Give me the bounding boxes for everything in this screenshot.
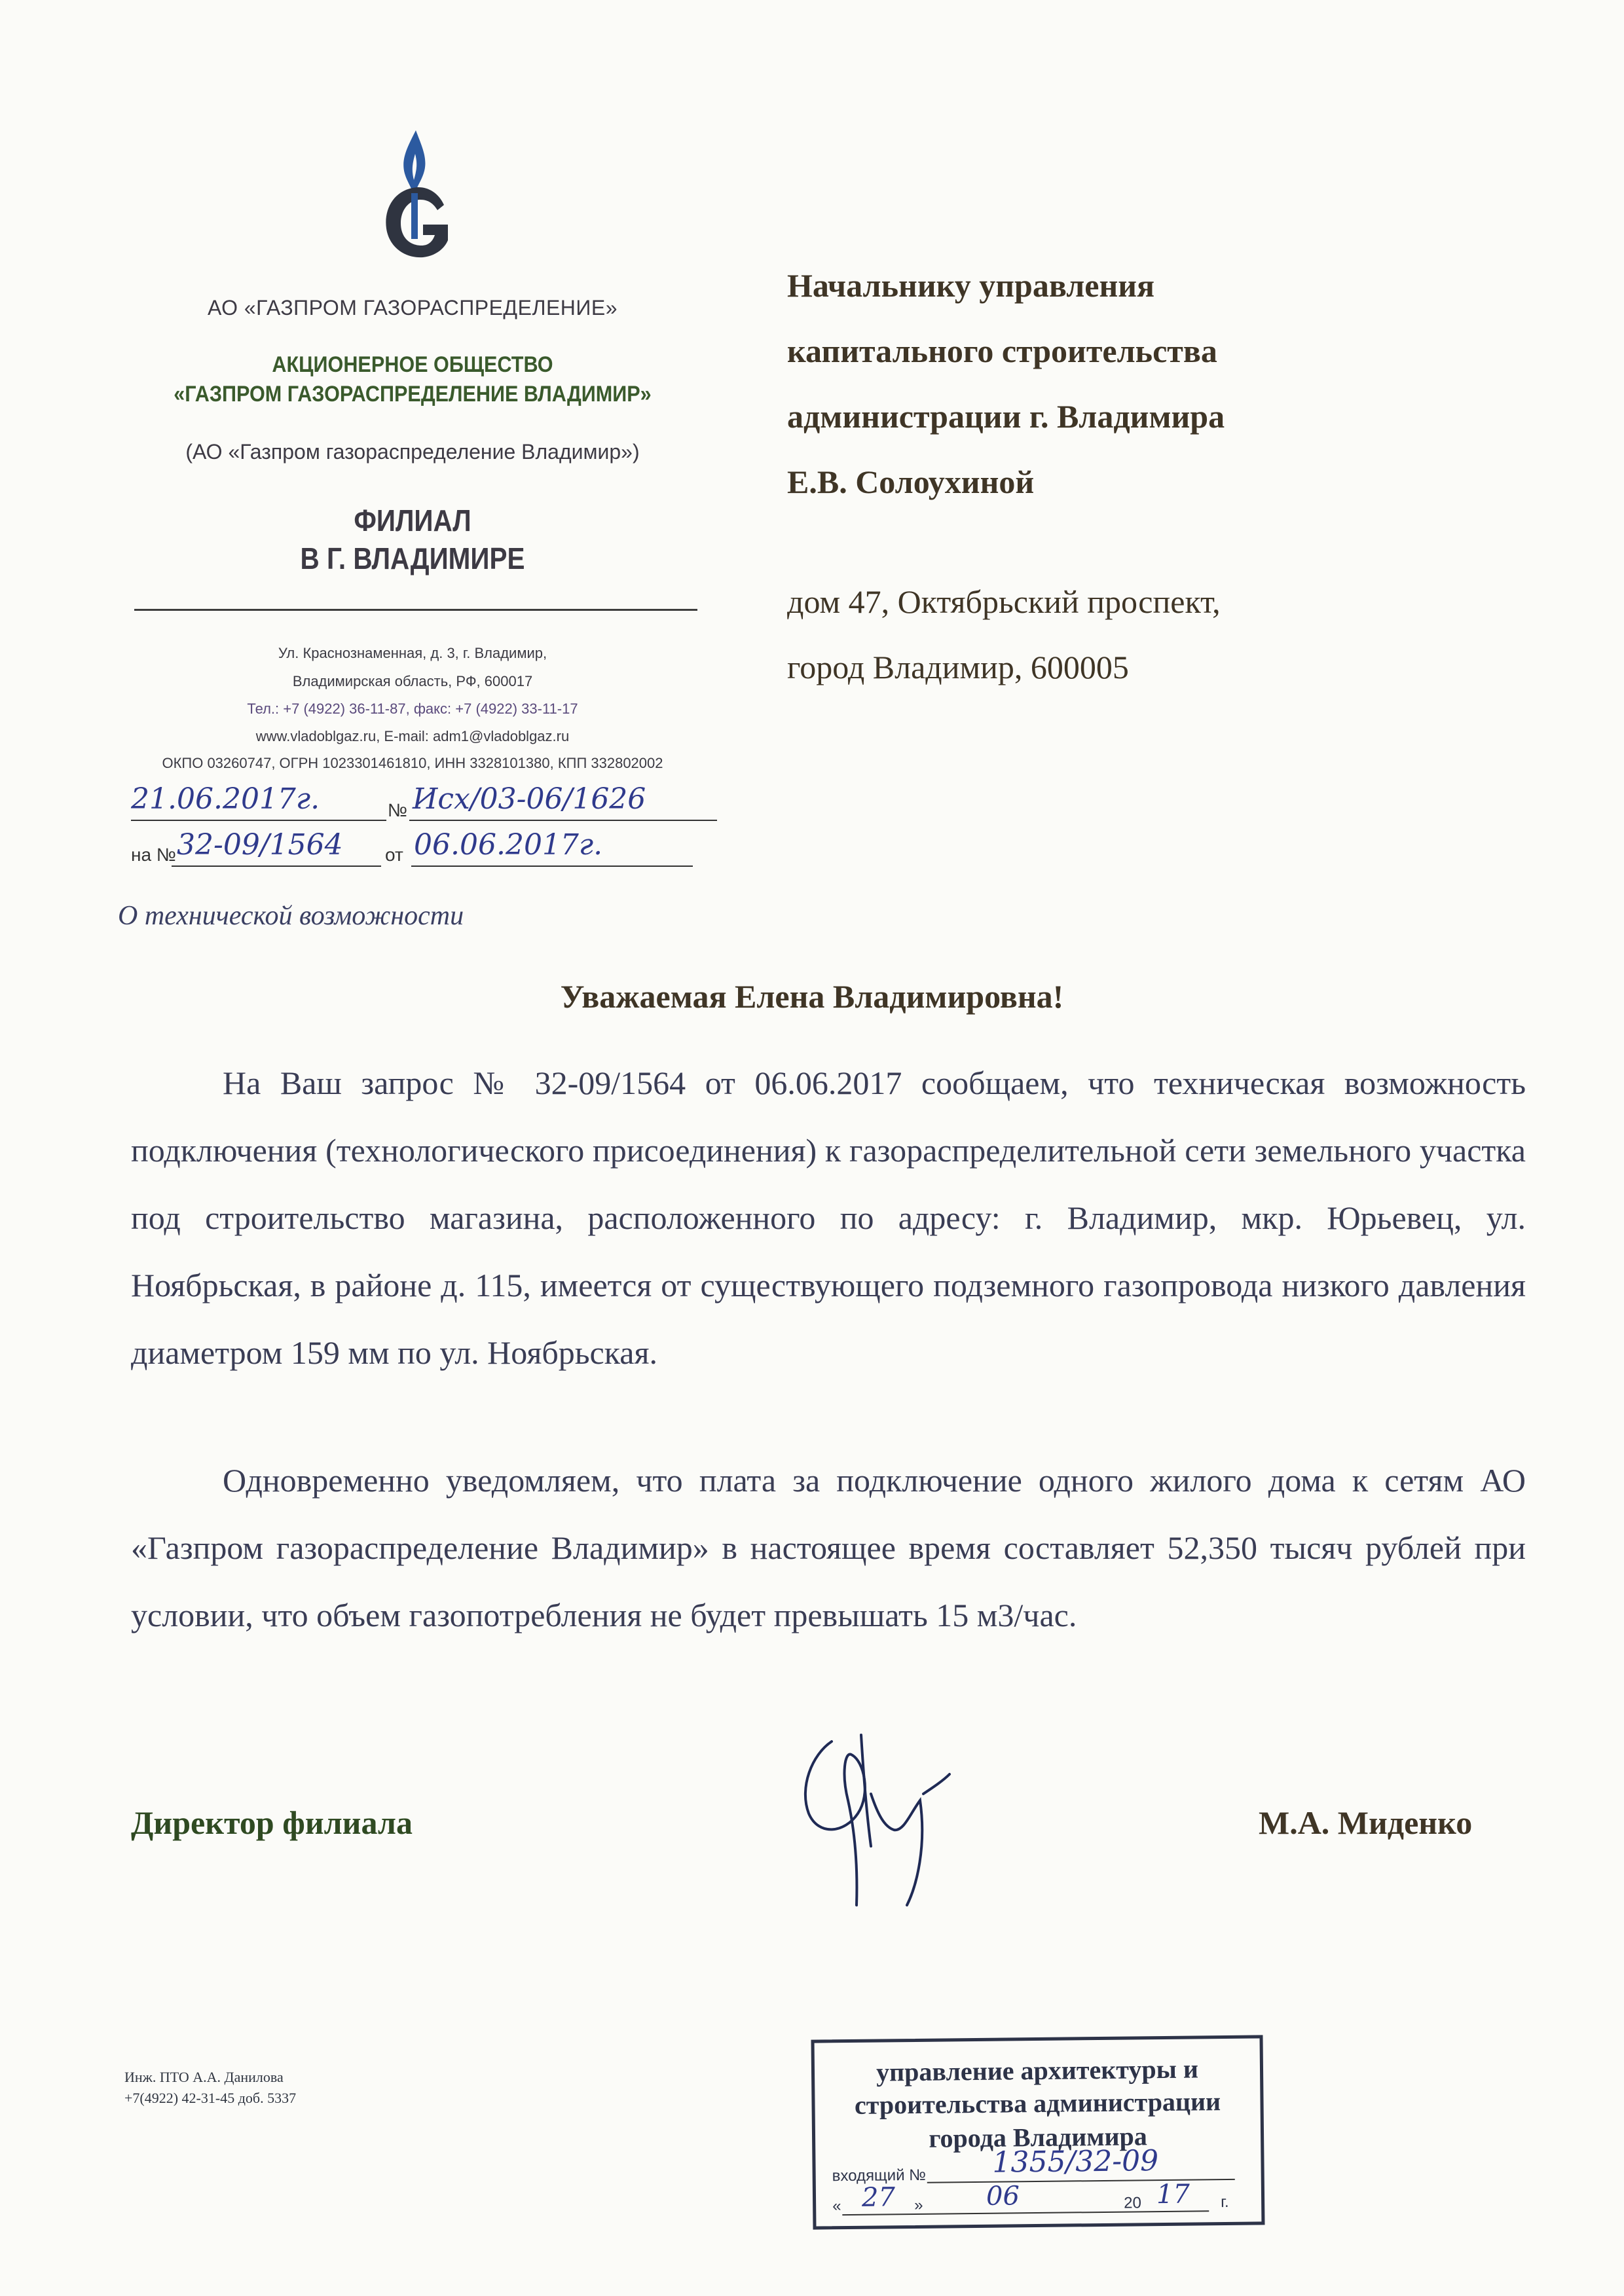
address-region: Владимирская область, РФ, 600017: [292, 673, 533, 689]
reference-number: 32-09/1564: [177, 828, 343, 862]
reference-rule: [172, 866, 381, 867]
executor-phone: +7(4922) 42-31-45 доб. 5337: [124, 2090, 297, 2106]
addressee-department: капитального строительства: [787, 333, 1217, 369]
stamp-line: города Владимира: [929, 2121, 1148, 2153]
contact-web-email: www.vladoblgaz.ru, E-mail: adm1@vladoblgaz.ru: [255, 728, 570, 744]
address-street: Ул. Краснознаменная, д. 3, г. Владимир,: [278, 645, 547, 661]
salutation: Уважаемая Елена Владимировна!: [560, 978, 1064, 1015]
addressee-street: дом 47, Октябрьский проспект,: [787, 583, 1221, 620]
signatory-title: Директор филиала: [131, 1804, 413, 1841]
stamp-line: строительства администрации: [854, 2086, 1221, 2120]
stamp-year-prefix: 20: [1123, 2194, 1141, 2212]
company-full-name: «ГАЗПРОМ ГАЗОРАСПРЕДЕЛЕНИЕ ВЛАДИМИР»: [174, 382, 652, 407]
letter-subject: О технической возможности: [118, 901, 464, 931]
outgoing-number: Исх/03-06/1626: [413, 782, 646, 816]
reference-date: 06.06.2017г.: [414, 828, 603, 862]
contact-phones: Тел.: +7 (4922) 36-11-87, факс: +7 (4922) 33-11-17: [247, 701, 578, 717]
stamp-incoming-label: входящий №: [832, 2166, 927, 2185]
company-legal-type: АКЦИОНЕРНОЕ ОБЩЕСТВО: [272, 352, 553, 377]
company-abbreviation: (АО «Газпром газораспределение Владимир»): [185, 440, 640, 464]
addressee-city: город Владимир, 600005: [787, 649, 1129, 685]
body-paragraph: На Ваш запрос № 32-09/1564 от 06.06.2017 сообщаем, что техническая возможность подключения (технологического присоединения) к газораспределительной сети земельного участка под строительство магазина, расположенного по адресу: г. Владимир, мкр. Юрьевец, ул. Ноябрьская, в районе д. 115, имеется от существующего подземного газопровода низкого давления диаметром 159 мм по ул. Ноябрьская.: [131, 1065, 1526, 1371]
addressee-organization: администрации г. Владимира: [787, 398, 1225, 435]
addressee-name: Е.В. Солоухиной: [787, 464, 1035, 500]
stamp-year-suffix: 17: [1156, 2179, 1190, 2210]
number-label: №: [388, 800, 408, 820]
company-codes: ОКПО 03260747, ОГРН 1023301461810, ИНН 3328101380, КПП 332802002: [162, 755, 663, 771]
handwritten-signature: [786, 1715, 1002, 1912]
stamp-quote-close: »: [914, 2196, 923, 2214]
stamp-quote-open: «: [832, 2197, 841, 2215]
stamp-year-unit: г.: [1220, 2193, 1229, 2212]
stamp-incoming-number: 1355/32-09: [992, 2144, 1159, 2179]
body-paragraph: Одновременно уведомляем, что плата за подключение одного жилого дома к сетям АО «Газпром газораспределение Владимир» в настоящее время составляет 52,350 тысяч рублей при условии, что объем газопотребления не будет превышать 15 м3/час.: [131, 1462, 1526, 1633]
outgoing-date: 21.06.2017г.: [131, 782, 320, 816]
reference-date-rule: [411, 866, 693, 867]
incoming-registration-stamp: [811, 2035, 1265, 2229]
gazprom-logo-icon: [367, 128, 465, 265]
stamp-month: 06: [986, 2181, 1020, 2212]
stamp-day: 27: [861, 2182, 896, 2213]
reference-label: на №: [131, 845, 176, 865]
number-rule: [409, 820, 717, 821]
stamp-date-rule: [842, 2210, 1209, 2215]
stamp-line: управление архитектуры и: [876, 2054, 1199, 2087]
branch-title: ФИЛИАЛ: [354, 503, 471, 538]
reference-from-label: от: [385, 845, 403, 865]
company-short-name: АО «ГАЗПРОМ ГАЗОРАСПРЕДЕЛЕНИЕ»: [207, 296, 618, 319]
date-rule: [131, 820, 386, 821]
addressee-position: Начальнику управления: [787, 267, 1155, 304]
branch-city: В Г. ВЛАДИМИРЕ: [300, 541, 525, 575]
executor-name: Инж. ПТО А.А. Данилова: [124, 2069, 284, 2085]
letterhead-divider: [134, 609, 697, 611]
signatory-name: М.А. Миденко: [1259, 1804, 1473, 1841]
